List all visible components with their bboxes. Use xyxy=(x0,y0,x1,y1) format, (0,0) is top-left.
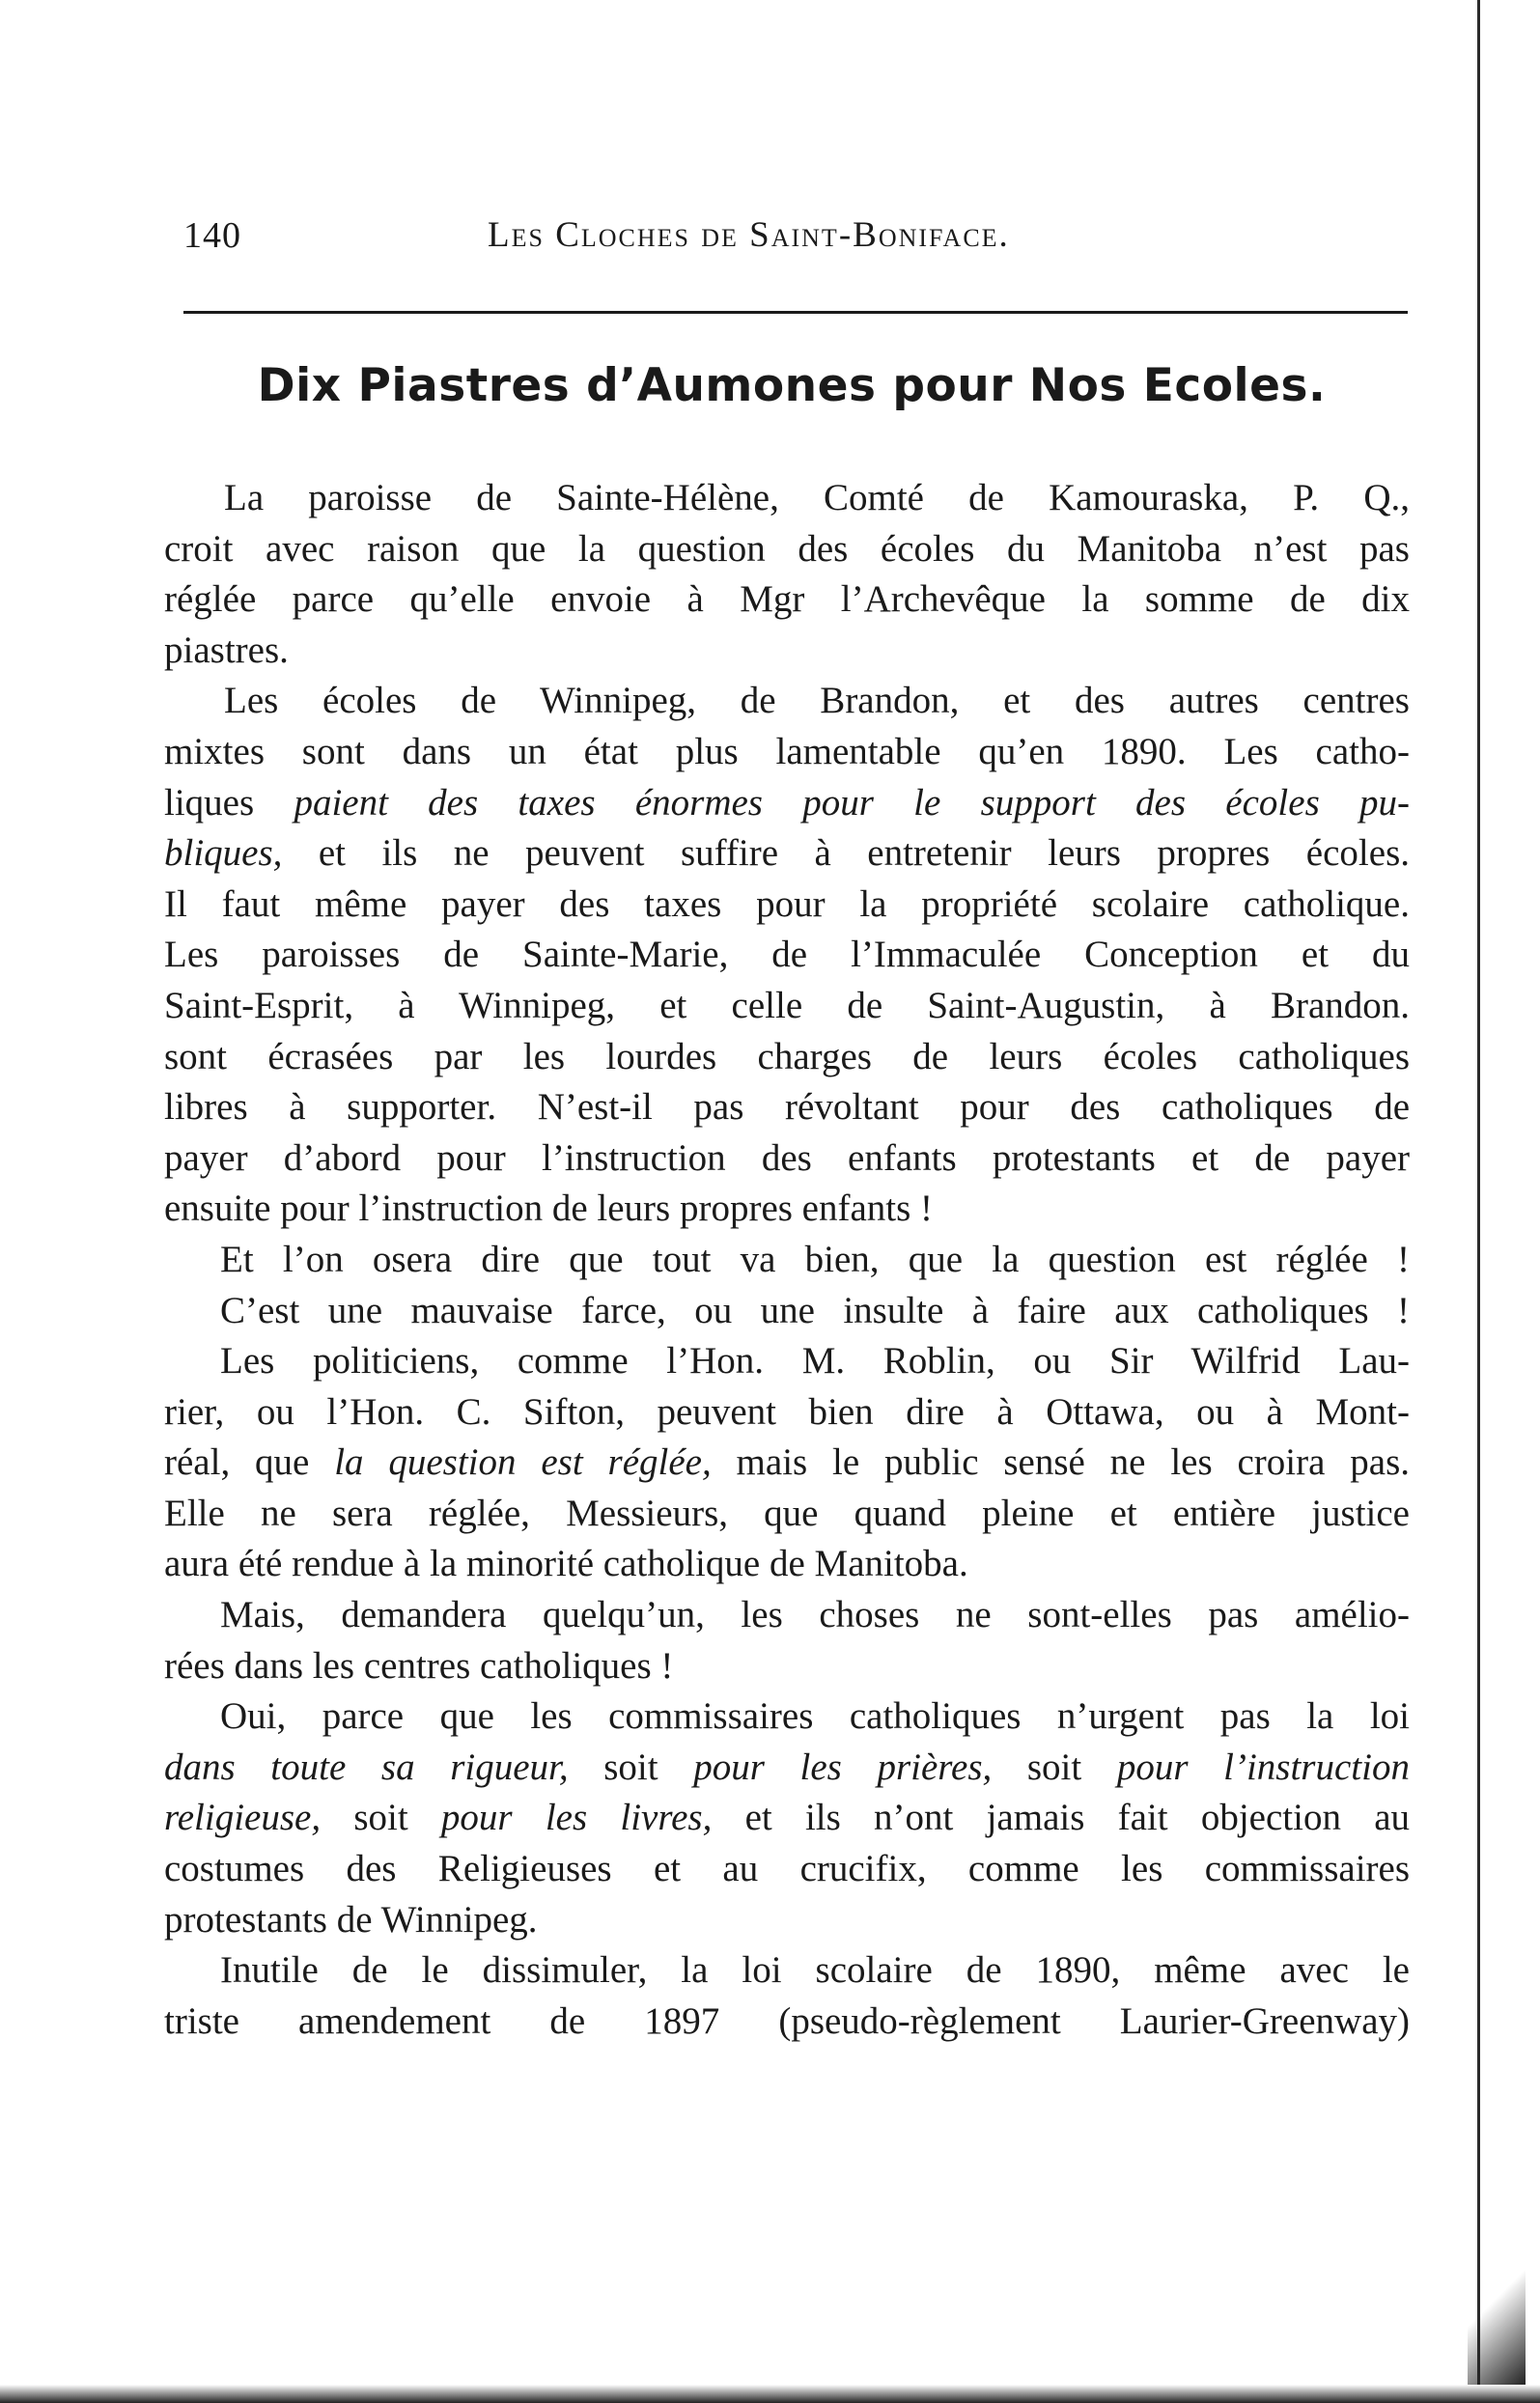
page-edge-corner xyxy=(1468,2249,1526,2385)
text-segment: et ils ne peuvent suffire à entretenir leurs propres écoles. xyxy=(282,832,1410,875)
text-segment: costumes des Religieuses et au crucifix, comme les commissaires xyxy=(164,1848,1410,1890)
text-line xyxy=(164,880,1410,931)
text-line xyxy=(164,1844,1410,1895)
text-segment: aura été rendue à la minorité catholique de Manitoba. xyxy=(164,1543,968,1585)
text-segment: C’est une mauvaise farce, ou une insulte à faire aux catholiques ! xyxy=(220,1289,1410,1331)
text-segment: sont écrasées par les lourdes charges de leurs écoles catholiques xyxy=(164,1035,1410,1077)
text-segment: croit avec raison que la question des écoles du Manitoba n’est pas xyxy=(164,527,1410,570)
text-line xyxy=(164,727,1410,778)
text-segment: Et l’on osera dire que tout va bien, que la question est réglée ! xyxy=(220,1238,1410,1280)
italic-segment: dans toute sa rigueur, xyxy=(164,1746,569,1788)
article-body xyxy=(164,473,1410,2047)
page-edge-right xyxy=(1477,0,1480,2403)
text-line xyxy=(164,1286,1410,1337)
text-segment: libres à supporter. N’est-il pas révoltant pour des catholiques de xyxy=(164,1086,1410,1129)
article-title: Dix Piastres d’Aumones pour Nos Ecoles. xyxy=(257,359,1327,412)
text-segment: rier, ou l’Hon. C. Sifton, peuvent bien dire à Ottawa, ou à Mont- xyxy=(164,1390,1410,1433)
text-line xyxy=(164,473,1410,524)
italic-segment: paient des taxes énormes pour le support des écoles pu- xyxy=(294,781,1410,824)
italic-segment: pour l’instruction xyxy=(1116,1746,1410,1788)
text-line xyxy=(164,1641,1410,1692)
running-head: Les Cloches de Saint-Boniface. xyxy=(488,215,1010,255)
text-line xyxy=(164,1793,1410,1844)
page-number: 140 xyxy=(183,215,241,256)
text-segment: payer d’abord pour l’instruction des enfants protestants et de payer xyxy=(164,1136,1410,1179)
text-segment: Les écoles de Winnipeg, de Brandon, et des autres centres xyxy=(224,680,1410,722)
text-segment: Inutile de le dissimuler, la loi scolaire de 1890, même avec le xyxy=(220,1949,1410,1992)
text-line xyxy=(164,981,1410,1032)
text-segment: réglée parce qu’elle envoie à Mgr l’Archevêque la somme de dix xyxy=(164,578,1410,621)
text-line xyxy=(164,676,1410,727)
header-rule xyxy=(183,311,1408,314)
text-line xyxy=(164,626,1410,677)
text-segment: Les paroisses de Sainte-Marie, de l’Immaculée Conception et du xyxy=(164,934,1410,976)
text-segment: La paroisse de Sainte-Hélène, Comté de Kamouraska, P. Q., xyxy=(224,477,1410,518)
text-line xyxy=(164,1387,1410,1439)
text-segment: Saint-Esprit, à Winnipeg, et celle de Saint-Augustin, à Brandon. xyxy=(164,984,1410,1026)
text-line xyxy=(164,1489,1410,1540)
text-segment: soit xyxy=(568,1746,694,1788)
italic-segment: religieuse, xyxy=(164,1797,322,1839)
text-segment: Oui, parce que les commissaires catholiques n’urgent pas la loi xyxy=(220,1695,1410,1738)
page-edge-bottom xyxy=(0,2385,1540,2403)
text-segment: ensuite pour l’instruction de leurs propres enfants ! xyxy=(164,1188,934,1230)
text-line xyxy=(164,1438,1410,1489)
text-line xyxy=(164,574,1410,626)
text-segment: Elle ne sera réglée, Messieurs, que quand pleine et entière justice xyxy=(164,1492,1410,1534)
text-segment: soit xyxy=(321,1797,441,1839)
text-segment: Mais, demandera quelqu’un, les choses ne sont-elles pas amélio- xyxy=(220,1594,1410,1636)
text-line xyxy=(164,1743,1410,1794)
text-line xyxy=(164,828,1410,880)
text-line xyxy=(164,1895,1410,1946)
italic-segment: pour les livres, xyxy=(440,1797,713,1839)
text-segment: piastres. xyxy=(164,629,289,671)
text-line xyxy=(164,1997,1410,2048)
text-line xyxy=(164,1184,1410,1235)
text-line xyxy=(164,1945,1410,1997)
text-line xyxy=(164,1032,1410,1083)
text-segment: protestants de Winnipeg. xyxy=(164,1898,538,1941)
text-segment: mais le public sensé ne les croira pas. xyxy=(711,1441,1410,1484)
text-segment: et ils n’ont jamais fait objection au xyxy=(712,1797,1410,1839)
text-line xyxy=(164,524,1410,575)
italic-segment: la question est réglée, xyxy=(334,1441,712,1484)
page-header xyxy=(183,214,1410,263)
text-segment: réal, que xyxy=(164,1441,335,1484)
text-line xyxy=(164,1691,1410,1743)
italic-segment: pour les prières, xyxy=(693,1746,993,1788)
text-line xyxy=(164,1235,1410,1286)
text-segment: soit xyxy=(992,1746,1117,1788)
text-segment: rées dans les centres catholiques ! xyxy=(164,1644,674,1687)
text-line xyxy=(164,1539,1410,1590)
text-line xyxy=(164,930,1410,981)
text-segment: triste amendement de 1897 (pseudo-règlement Laurier-Greenway) xyxy=(164,1999,1410,2042)
text-line xyxy=(164,1082,1410,1133)
text-segment: mixtes sont dans un état plus lamentable qu’en 1890. Les catho- xyxy=(164,730,1410,772)
text-segment: Les politiciens, comme l’Hon. M. Roblin, ou Sir Wilfrid Lau- xyxy=(220,1340,1410,1383)
text-line xyxy=(164,778,1410,829)
text-line xyxy=(164,1590,1410,1641)
text-segment: liques xyxy=(164,781,294,824)
italic-segment: bliques, xyxy=(164,832,283,875)
text-line xyxy=(164,1336,1410,1387)
text-line xyxy=(164,1133,1410,1185)
text-segment: Il faut même payer des taxes pour la propriété scolaire catholique. xyxy=(164,882,1410,925)
